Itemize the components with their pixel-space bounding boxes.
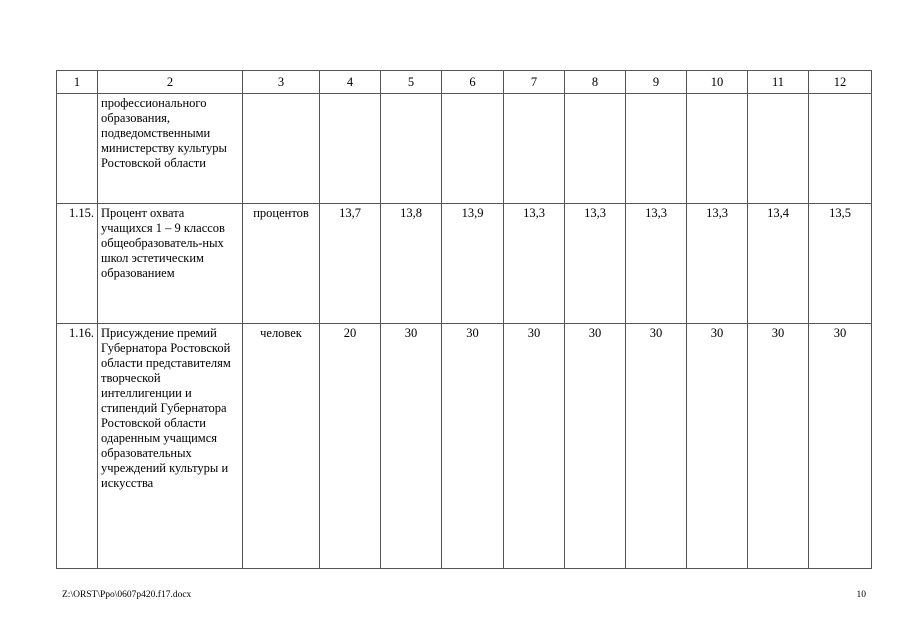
value-cell: 30 [381, 324, 442, 569]
table-row [57, 94, 872, 204]
value-cell [381, 94, 442, 204]
value-cell [320, 94, 381, 204]
footer-file-path: Z:\ORST\Ppo\0607p420.f17.docx [62, 590, 192, 600]
value-cell: 13,8 [381, 204, 442, 324]
indicators-table [56, 70, 872, 569]
value-cell: 30 [442, 324, 504, 569]
row-number: 1.15. [57, 204, 98, 324]
row-number: 1.16. [57, 324, 98, 569]
value-cell: 30 [809, 324, 872, 569]
table-row [57, 204, 872, 324]
value-cell: 13,3 [504, 204, 565, 324]
value-cell: 13,3 [565, 204, 626, 324]
value-cell: 30 [687, 324, 748, 569]
header-cell: 1 [57, 71, 98, 94]
value-cell: 13,3 [687, 204, 748, 324]
header-cell: 12 [809, 71, 872, 94]
header-cell: 5 [381, 71, 442, 94]
header-cell: 9 [626, 71, 687, 94]
row-description: Присуждение премий Губернатора Ростовской области представителям творческой интеллигенции и стипендий Губернатора Ростовской области одаренным учащимся образовательных учреждений культуры и искусства [98, 324, 243, 569]
value-cell [748, 94, 809, 204]
header-cell: 6 [442, 71, 504, 94]
value-cell: 30 [565, 324, 626, 569]
header-cell: 4 [320, 71, 381, 94]
value-cell [809, 94, 872, 204]
value-cell [626, 94, 687, 204]
value-cell: 20 [320, 324, 381, 569]
value-cell: 13,7 [320, 204, 381, 324]
header-cell: 7 [504, 71, 565, 94]
header-cell: 10 [687, 71, 748, 94]
header-cell: 11 [748, 71, 809, 94]
value-cell: 13,9 [442, 204, 504, 324]
table-row [57, 324, 872, 569]
page-number: 10 [856, 590, 866, 600]
header-cell: 2 [98, 71, 243, 94]
value-cell: 30 [504, 324, 565, 569]
header-row [57, 71, 872, 94]
row-number [57, 94, 98, 204]
value-cell: 13,4 [748, 204, 809, 324]
header-cell: 3 [243, 71, 320, 94]
value-cell: 13,3 [626, 204, 687, 324]
value-cell: 30 [626, 324, 687, 569]
value-cell: 13,5 [809, 204, 872, 324]
row-description: Процент охвата учащихся 1 – 9 классов общеобразователь-ных школ эстетическим образованием [98, 204, 243, 324]
value-cell [565, 94, 626, 204]
header-cell: 8 [565, 71, 626, 94]
row-unit: процентов [243, 204, 320, 324]
value-cell [442, 94, 504, 204]
value-cell [687, 94, 748, 204]
value-cell [504, 94, 565, 204]
row-unit: человек [243, 324, 320, 569]
row-description: профессионального образования, подведомственными министерству культуры Ростовской области [98, 94, 243, 204]
value-cell: 30 [748, 324, 809, 569]
row-unit [243, 94, 320, 204]
